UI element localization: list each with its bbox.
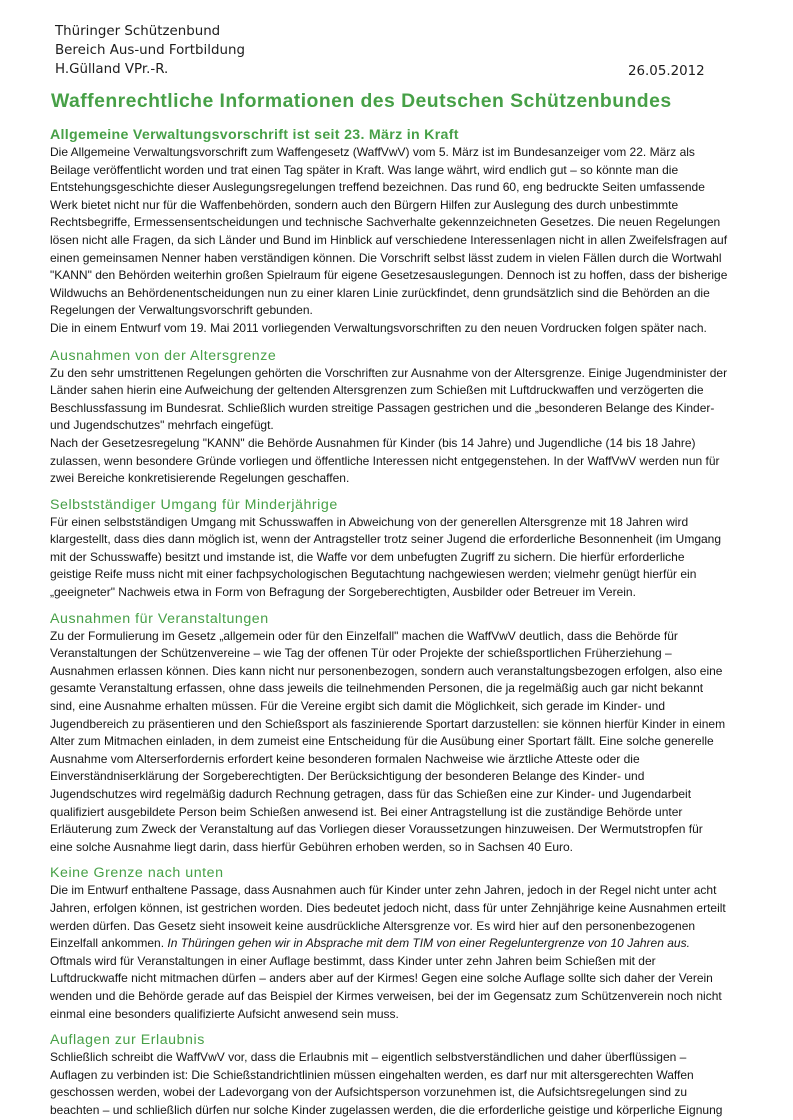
section-paragraph: Zu der Formulierung im Gesetz „allgemein oder für den Einzelfall" machen die WaffVwV deutlich, dass die Behörde für Veranstaltungen der Schützenvereine – wie Tag der offenen Tür oder Projekte der schießsportlichen Früherziehung – Ausnahmen erlassen können. Dies kann nicht nur personenbezogen, sondern auch veranstaltungsbezogen erfolgen, also eine gesamte Veranstaltung erfassen, ohne dass jeweils die teilnehmenden Personen, die ja regelmäßig auch gar nicht bekannt sind, eine Ausnahme erhalten müssen. Für die Vereine ergibt sich damit die Möglichkeit, sich gerade im Kinder- und Jugendbereich zu präsentieren und den Schießsport als faszinierende Sportart darzustellen: sie können hierfür Kinder in einem Alter zum Mitmachen einladen, in dem zumeist eine Entscheidung für die Ausübung einer Sportart fällt. Eine solche generelle Ausnahme vom Alterserfordernis erfordert keine besonderen formalen Nachweise wie ärztliche Atteste oder die Einverständniserklärung der Sorgeberechtigten. Der Berücksichtigung der besonderen Belange des Kinder- und Jugendschutzes wird regelmäßig dadurch Rechnung getragen, dass für das Schießen eine zur Kinder- und Jugendarbeit qualifiziert ausgebildete Person beim Schießen anwesend ist. Bei einer Antragstellung ist die zuständige Behörde unter Erläuterung zum Zweck der Veranstaltung auf das Vorliegen dieser Voraussetzungen hinzuweisen. Der Wermutstropfen für eine solche Ausnahme liegt darin, dass hierfür Gebühren erhoben werden, so in Sachsen 40 Euro. [50, 628, 726, 854]
document-body [50, 126, 728, 1120]
section-heading: Keine Grenze nach unten [50, 865, 224, 882]
section-paragraph: Die in einem Entwurf vom 19. Mai 2011 vorliegenden Verwaltungsvorschriften zu den neuen Vordrucken folgen später nach. [50, 320, 707, 335]
paragraph-text: Die im Entwurf enthaltene Passage, dass Ausnahmen auch für Kinder unter zehn Jahren, jedoch in der Regel nicht unter acht Jahren, erfolgen können, ist gestrichen worden. Dies bedeutet jedoch nicht, dass für unter Zehnjährige keine Ausnahmen erteilt werden dürfen. Das Gesetz sieht insoweit keine ausdrückliche Altersgrenze vor. Es wird hier auf den personenbezogenen Einzelfall ankommen. [50, 883, 726, 951]
section-altersgrenze [50, 347, 728, 488]
section-verwaltungsvorschrift [50, 126, 728, 338]
section-keine-grenze [50, 864, 728, 1023]
section-heading: Allgemeine Verwaltungsvorschrift ist seit 23. März in Kraft [50, 127, 459, 143]
section-selbststaendiger-umgang [50, 496, 728, 602]
section-heading: Ausnahmen für Veranstaltungen [50, 610, 269, 627]
sender-block [55, 22, 245, 79]
emphasis-text: In Thüringen gehen wir in Absprache mit dem TIM von einer Regeluntergrenze von 10 Jahren aus. [167, 936, 690, 951]
section-paragraph: Für einen selbstständigen Umgang mit Schusswaffen in Abweichung von der generellen Altersgrenze mit 18 Jahren wird klargestellt, dass dies dann möglich ist, wenn der Antragsteller trotz seiner Jugend die erforderliche Besonnenheit (im Umgang mit der Schusswaffe) besitzt und imstande ist, die Waffe vor dem unbefugten Zugriff zu sichern. Die hierfür erforderliche geistige Reife muss nicht mit einer fachpsychologischen Begutachtung nachgewiesen werden; vielmehr genügt hierfür ein „geeigneter" Nachweis etwa in Form von Befragung der Sorgeberechtigten, Ausbilder oder Betreuer im Verein. [50, 514, 722, 600]
section-heading: Auflagen zur Erlaubnis [50, 1032, 205, 1049]
section-auflagen [50, 1031, 728, 1119]
section-paragraph: Zu den sehr umstrittenen Regelungen gehörten die Vorschriften zur Ausnahme von der Altersgrenze. Einige Jugendminister der Länder sahen hierin eine Aufweichung der geltenden Altersgrenzen zum Schießen mit Luftdruckwaffen und verzögerten die Beschlussfassung im Bundesrat. Schließlich wurden streitige Passagen gestrichen und die „besonderen Belange des Kinder- und Jugendschutzes" mehrfach eingefügt. [50, 365, 728, 433]
sender-author: H.Gülland VPr.-R. [55, 62, 169, 77]
section-paragraph: Schließlich schreibt die WaffVwV vor, dass die Erlaubnis mit – eigentlich selbstverständlichen und daher überflüssigen – Auflagen zu verbinden ist: Die Schießstandrichtlinien müssen eingehalten werden, es darf nur mit altersgerechten Waffen geschossen werden, wobei der Ladevorgang von der Aufsichtsperson vorzunehmen ist, die Aufsichtsregelungen sind zu beachten – und schließlich dürfen nur solche Kinder zugelassen werden, die die erforderliche geistige und körperliche Eignung [50, 1050, 723, 1117]
section-paragraph: Nach der Gesetzesregelung "KANN" die Behörde Ausnahmen für Kinder (bis 14 Jahre) und Jugendliche (14 bis 18 Jahre) zulassen, wenn besondere Gründe vorliegen und öffentliche Interessen nicht entgegenstehen. In der WaffVwV werden nun für zwei Bereiche konkretisierende Regelungen geschaffen. [50, 435, 720, 486]
section-paragraph: Die Allgemeine Verwaltungsvorschrift zum Waffengesetz (WaffVwV) vom 5. März ist im Bundesanzeiger vom 22. März als Beilage veröffentlicht worden und trat einen Tag später in Kraft. Was lange währt, wird endlich gut – so könnte man die Entstehungsgeschichte dieser Auslegungsregelungen treffend bezeichnen. Das rund 60, eng bedruckte Seiten umfassende Werk bietet nicht nur für die Waffenbehörden, sondern auch den Bürgern Hilfen zur Auslegung des durch unbestimmte Rechtsbegriffe, Ermessensentscheidungen und technische Sachverhalte gekennzeichneten Gesetzes. Die neuen Regelungen lösen nicht alle Fragen, da sich Länder und Bund im Hinblick auf verschiedene Interessenlagen nicht in allen Zweifelsfragen auf einen gemeinsamen Nenner haben verständigen können. Die Vorschrift selbst lässt zudem in vielen Fällen durch die Wortwahl "KANN" den Behörden weiterhin großen Spielraum für eigene Gesetzesauslegungen. Dennoch ist zu hoffen, dass der bisherige Wildwuchs an Behördenentscheidungen nun zu einer klaren Linie zurückfindet, denn grundsätzlich sind die Behörden an die Regelungen der Verwaltungsvorschrift gebunden. [50, 145, 728, 318]
sender-department: Bereich Aus-und Fortbildung [55, 43, 245, 58]
document-title: Waffenrechtliche Informationen des Deutschen Schützenbundes [51, 90, 672, 112]
section-veranstaltungen [50, 610, 728, 857]
section-heading: Ausnahmen von der Altersgrenze [50, 347, 277, 364]
section-paragraph [50, 882, 728, 952]
section-paragraph: Oftmals wird für Veranstaltungen in einer Auflage bestimmt, dass Kinder unter zehn Jahren beim Schießen mit der Luftdruckwaffe nicht mitmachen dürfen – anders aber auf der Kirmes! Gegen eine solche Auflage sollte sich daher der Verein wenden und die Behörde gerade auf das Beispiel der Kirmes verweisen, bei der im Gegensatz zum Schützenverein noch nicht einmal eine besonders qualifizierte Aufsicht anwesend sein muss. [50, 953, 722, 1021]
sender-organization: Thüringer Schützenbund [55, 24, 221, 39]
document-date: 26.05.2012 [628, 64, 705, 79]
section-heading: Selbstständiger Umgang für Minderjährige [50, 496, 338, 513]
